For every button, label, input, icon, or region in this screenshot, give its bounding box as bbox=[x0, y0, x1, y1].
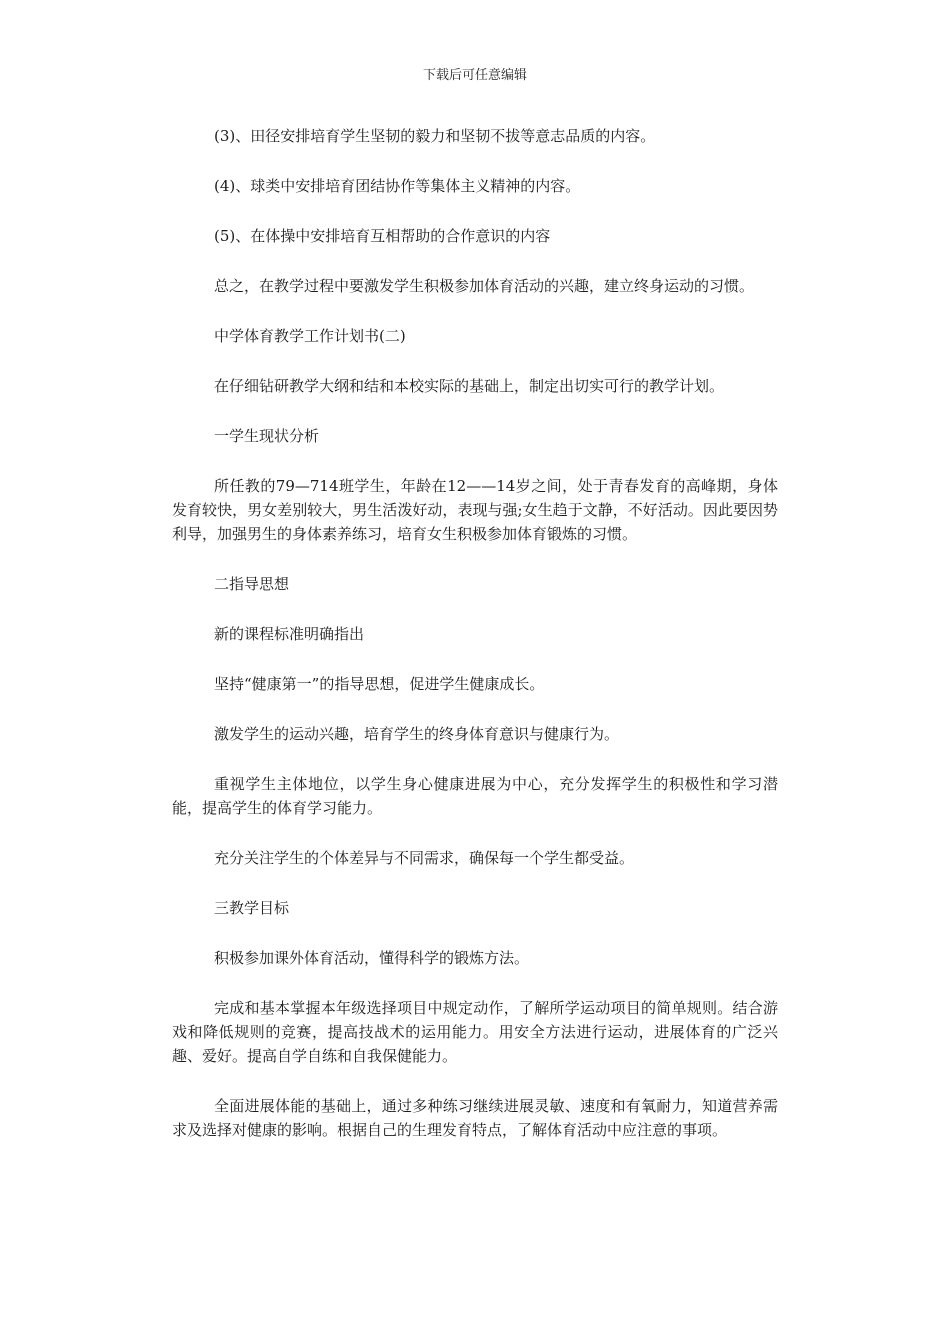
section-title: 中学体育教学工作计划书(二) bbox=[214, 327, 406, 345]
paragraph: 所任教的79—714班学生，年龄在12——14岁之间，处于青春发育的高峰期，身体发育较快，男女差别较大，男生活泼好动，表现与强;女生趋于文静，不好活动。因此要因势利导，加强男生的身体素养练习，培育女生积极参加体育锻炼的习惯。 bbox=[172, 477, 778, 543]
section-heading: 二指导思想 bbox=[214, 575, 290, 593]
paragraph: 重视学生主体地位，以学生身心健康进展为中心，充分发挥学生的积极性和学习潜能，提高学生的体育学习能力。 bbox=[172, 775, 778, 817]
paragraph: 全面进展体能的基础上，通过多种练习继续进展灵敏、速度和有氧耐力，知道营养需求及选择对健康的影响。根据自己的生理发育特点，了解体育活动中应注意的事项。 bbox=[172, 1097, 778, 1139]
paragraph: 在仔细钻研教学大纲和结和本校实际的基础上，制定出切实可行的教学计划。 bbox=[214, 377, 725, 395]
paragraph: (4)、球类中安排培育团结协作等集体主义精神的内容。 bbox=[214, 177, 581, 195]
document-body bbox=[172, 124, 778, 1168]
paragraph: 新的课程标准明确指出 bbox=[214, 625, 365, 643]
paragraph: (3)、田径安排培育学生坚韧的毅力和坚韧不拔等意志品质的内容。 bbox=[214, 127, 656, 145]
page-header: 下载后可任意编辑 bbox=[422, 68, 527, 83]
paragraph: 总之，在教学过程中要激发学生积极参加体育活动的兴趣，建立终身运动的习惯。 bbox=[214, 277, 755, 295]
paragraph: 积极参加课外体育活动，懂得科学的锻炼方法。 bbox=[214, 949, 530, 967]
paragraph: 激发学生的运动兴趣，培育学生的终身体育意识与健康行为。 bbox=[214, 725, 620, 743]
paragraph: 完成和基本掌握本年级选择项目中规定动作，了解所学运动项目的简单规则。结合游戏和降低规则的竞赛，提高技战术的运用能力。用安全方法进行运动，进展体育的广泛兴趣、爱好。提高自学自练和自我保健能力。 bbox=[172, 999, 778, 1065]
paragraph: (5)、在体操中安排培育互相帮助的合作意识的内容 bbox=[214, 227, 551, 245]
section-heading: 三教学目标 bbox=[214, 899, 290, 917]
paragraph: 坚持“健康第一”的指导思想，促进学生健康成长。 bbox=[214, 675, 545, 693]
section-heading: 一学生现状分析 bbox=[214, 427, 320, 445]
paragraph: 充分关注学生的个体差异与不同需求，确保每一个学生都受益。 bbox=[214, 849, 635, 867]
